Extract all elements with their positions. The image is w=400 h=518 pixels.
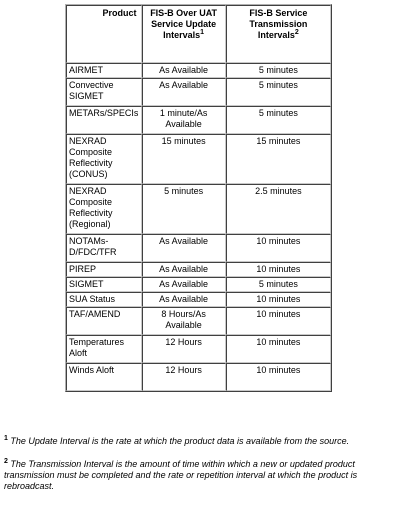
cell-product: SIGMET [66, 277, 142, 292]
header-update-note-ref: 1 [200, 29, 205, 36]
table-row [66, 262, 331, 277]
table-row [66, 106, 331, 134]
footnote-1-marker: 1 [4, 435, 8, 442]
cell-product: NEXRAD Composite Reflectivity (Regional) [66, 184, 142, 234]
cell-update-interval: As Available [142, 262, 226, 277]
cell-product: SUA Status [66, 292, 142, 307]
fisb-table-container [65, 4, 332, 392]
cell-product: PIREP [66, 262, 142, 277]
header-transmission-interval [226, 5, 331, 63]
cell-transmission-interval: 2.5 minutes [226, 184, 331, 234]
cell-update-interval: As Available [142, 277, 226, 292]
footnotes [4, 436, 396, 504]
cell-transmission-interval: 5 minutes [226, 78, 331, 106]
cell-update-interval: 1 minute/As Available [142, 106, 226, 134]
cell-update-interval: As Available [142, 234, 226, 262]
cell-transmission-interval: 5 minutes [226, 63, 331, 78]
footnote-1 [4, 436, 396, 447]
footnote-2-text: The Transmission Interval is the amount of time within which a new or updated product transmission must be completed and the rate or repetition interval at which the product is rebroadcast. [4, 459, 358, 491]
cell-update-interval: 8 Hours/As Available [142, 307, 226, 335]
cell-product: NOTAMs-D/FDC/TFR [66, 234, 142, 262]
header-update-label: FIS-B Over UAT Service Update Intervals [150, 8, 218, 40]
table-row [66, 292, 331, 307]
table-row [66, 78, 331, 106]
cell-update-interval: 15 minutes [142, 134, 226, 184]
cell-transmission-interval: 10 minutes [226, 292, 331, 307]
footnote-2 [4, 459, 396, 492]
cell-transmission-interval: 10 minutes [226, 234, 331, 262]
header-update-interval [142, 5, 226, 63]
cell-product: Winds Aloft [66, 363, 142, 391]
cell-update-interval: 12 Hours [142, 335, 226, 363]
cell-transmission-interval: 5 minutes [226, 106, 331, 134]
cell-update-interval: As Available [142, 63, 226, 78]
fisb-product-table [65, 4, 332, 392]
cell-transmission-interval: 15 minutes [226, 134, 331, 184]
footnote-2-marker: 2 [4, 458, 8, 465]
cell-transmission-interval: 10 minutes [226, 363, 331, 391]
header-product-label: Product [102, 8, 137, 18]
cell-product: NEXRAD Composite Reflectivity (CONUS) [66, 134, 142, 184]
cell-transmission-interval: 10 minutes [226, 335, 331, 363]
header-transmission-label: FIS-B Service Transmission Intervals [249, 8, 308, 40]
table-row [66, 307, 331, 335]
cell-product: METARs/SPECIs [66, 106, 142, 134]
table-row [66, 363, 331, 391]
cell-transmission-interval: 10 minutes [226, 262, 331, 277]
cell-transmission-interval: 10 minutes [226, 307, 331, 335]
cell-update-interval: As Available [142, 292, 226, 307]
table-row [66, 335, 331, 363]
table-row [66, 184, 331, 234]
table-row [66, 134, 331, 184]
cell-product: TAF/AMEND [66, 307, 142, 335]
table-row [66, 63, 331, 78]
cell-update-interval: 12 Hours [142, 363, 226, 391]
header-product [66, 5, 142, 63]
table-row [66, 234, 331, 262]
footnote-1-text: The Update Interval is the rate at which the product data is available from the source. [10, 436, 350, 446]
cell-product: Temperatures Aloft [66, 335, 142, 363]
cell-product: Convective SIGMET [66, 78, 142, 106]
table-header-row [66, 5, 331, 63]
cell-update-interval: 5 minutes [142, 184, 226, 234]
cell-transmission-interval: 5 minutes [226, 277, 331, 292]
cell-product: AIRMET [66, 63, 142, 78]
table-row [66, 277, 331, 292]
header-transmission-note-ref: 2 [294, 29, 299, 36]
cell-update-interval: As Available [142, 78, 226, 106]
